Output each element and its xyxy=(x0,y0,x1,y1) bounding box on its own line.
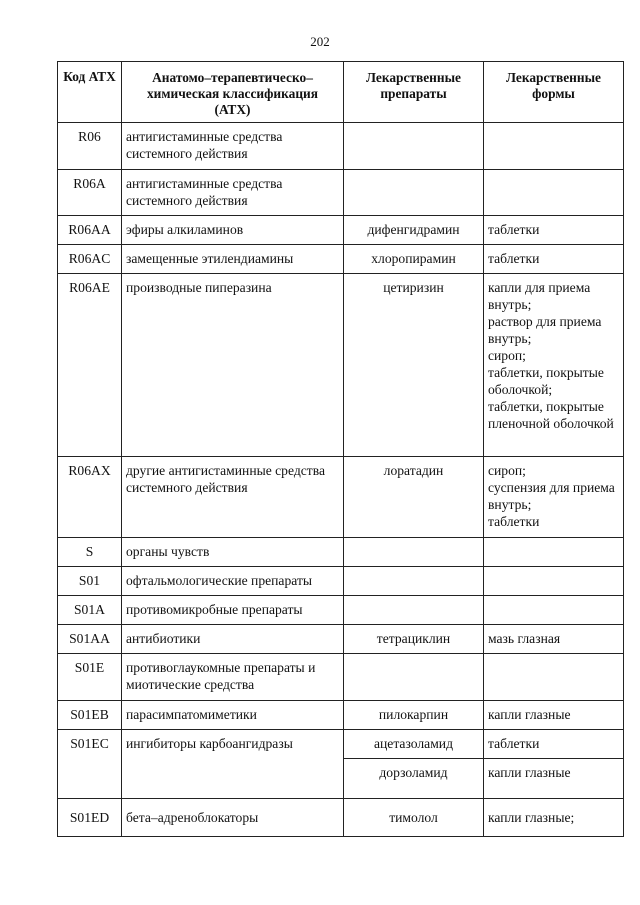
atx-code-cell: S01E xyxy=(58,654,122,701)
table-header-row xyxy=(58,62,624,123)
header-dosage-forms: Лекарственные формы xyxy=(484,62,624,123)
table-row xyxy=(58,245,624,274)
drug-cell xyxy=(344,654,484,701)
atx-code-cell: R06AA xyxy=(58,216,122,245)
dosage-form: мазь глазная xyxy=(488,631,561,646)
forms-cell xyxy=(484,654,624,701)
forms-cell xyxy=(484,123,624,170)
classification-cell: антигистаминные средства системного действия xyxy=(122,170,344,216)
drug-cell: тетрациклин xyxy=(344,625,484,654)
table-row xyxy=(58,170,624,216)
atx-code-cell: R06A xyxy=(58,170,122,216)
dosage-form: таблетки xyxy=(488,251,540,266)
dosage-form: капли глазные xyxy=(488,765,571,780)
dosage-form: капли для приема внутрь; xyxy=(488,280,591,312)
table-row xyxy=(58,457,624,538)
classification-cell: антибиотики xyxy=(122,625,344,654)
classification-cell: противоглаукомные препараты и миотические средства xyxy=(122,654,344,701)
classification-cell: антигистаминные средства системного действия xyxy=(122,123,344,170)
forms-cell xyxy=(484,625,624,654)
classification-cell: другие антигистаминные средства системного действия xyxy=(122,457,344,538)
forms-cell xyxy=(484,730,624,759)
dosage-form: таблетки xyxy=(488,222,540,237)
dosage-form: сироп; xyxy=(488,348,526,363)
atx-code-cell: R06AX xyxy=(58,457,122,538)
classification-cell: органы чувств xyxy=(122,538,344,567)
table-row xyxy=(58,567,624,596)
atx-code-cell: R06AE xyxy=(58,274,122,457)
dosage-form: сироп; xyxy=(488,463,526,478)
atx-code-cell: S01EC xyxy=(58,730,122,799)
forms-cell xyxy=(484,245,624,274)
header-atx-classification: Анатомо–терапевтическо–химическая классификация (АТХ) xyxy=(122,62,344,123)
drug-cell xyxy=(344,123,484,170)
dosage-form: суспензия для приема внутрь; xyxy=(488,480,615,512)
classification-cell: замещенные этилендиамины xyxy=(122,245,344,274)
forms-cell xyxy=(484,799,624,837)
atx-code-cell: S01AA xyxy=(58,625,122,654)
dosage-form: таблетки xyxy=(488,514,540,529)
forms-cell xyxy=(484,596,624,625)
dosage-form: таблетки, покрытые пленочной оболочкой xyxy=(488,399,614,431)
classification-cell: парасимпатомиметики xyxy=(122,701,344,730)
table-row xyxy=(58,799,624,837)
table-row xyxy=(58,274,624,457)
classification-cell: противомикробные препараты xyxy=(122,596,344,625)
classification-cell: ингибиторы карбоангидразы xyxy=(122,730,344,799)
drug-cell: пилокарпин xyxy=(344,701,484,730)
table-row xyxy=(58,730,624,759)
atx-code-cell: S01A xyxy=(58,596,122,625)
drug-cell: ацетазоламид xyxy=(344,730,484,759)
drug-cell xyxy=(344,596,484,625)
forms-cell xyxy=(484,759,624,799)
drug-cell xyxy=(344,538,484,567)
drug-cell: дорзоламид xyxy=(344,759,484,799)
forms-cell xyxy=(484,457,624,538)
forms-cell xyxy=(484,170,624,216)
table-row xyxy=(58,625,624,654)
classification-cell: бета–адреноблокаторы xyxy=(122,799,344,837)
atx-code-cell: R06AC xyxy=(58,245,122,274)
drug-cell: дифенгидрамин xyxy=(344,216,484,245)
forms-cell xyxy=(484,701,624,730)
drug-cell xyxy=(344,170,484,216)
classification-cell: производные пиперазина xyxy=(122,274,344,457)
header-drugs: Лекарственные препараты xyxy=(344,62,484,123)
forms-cell xyxy=(484,216,624,245)
table-row xyxy=(58,701,624,730)
dosage-form: таблетки, покрытые оболочкой; xyxy=(488,365,604,397)
dosage-form: капли глазные xyxy=(488,707,571,722)
table-row xyxy=(58,538,624,567)
table-row xyxy=(58,123,624,170)
dosage-form: раствор для приема внутрь; xyxy=(488,314,602,346)
page-number: 202 xyxy=(310,34,330,49)
table-row xyxy=(58,654,624,701)
classification-cell: офтальмологические препараты xyxy=(122,567,344,596)
atx-drug-table xyxy=(57,61,624,837)
drug-cell xyxy=(344,567,484,596)
forms-cell xyxy=(484,538,624,567)
atx-code-cell: S xyxy=(58,538,122,567)
classification-cell: эфиры алкиламинов xyxy=(122,216,344,245)
drug-cell: цетиризин xyxy=(344,274,484,457)
drug-cell: тимолол xyxy=(344,799,484,837)
forms-cell xyxy=(484,567,624,596)
atx-code-cell: S01 xyxy=(58,567,122,596)
drug-cell: хлоропирамин xyxy=(344,245,484,274)
atx-code-cell: R06 xyxy=(58,123,122,170)
drug-cell: лоратадин xyxy=(344,457,484,538)
atx-code-cell: S01ED xyxy=(58,799,122,837)
dosage-form: таблетки xyxy=(488,736,540,751)
table-row xyxy=(58,596,624,625)
table-row xyxy=(58,216,624,245)
atx-code-cell: S01EB xyxy=(58,701,122,730)
dosage-form: капли глазные; xyxy=(488,810,575,825)
forms-cell xyxy=(484,274,624,457)
header-atx-code: Код АТХ xyxy=(58,62,122,123)
